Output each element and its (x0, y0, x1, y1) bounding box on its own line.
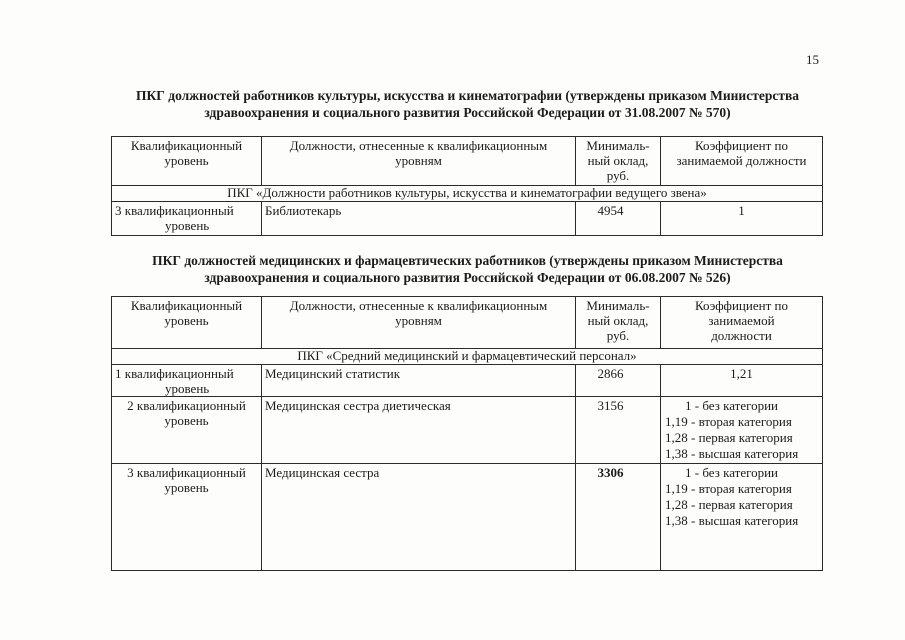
header-coefficient: Коэффициент по занимаемой должности (661, 137, 823, 186)
culture-table (111, 136, 823, 236)
section1-title (100, 87, 835, 121)
table-header-row (112, 297, 823, 349)
header-position: Должности, отнесенные к квалификационным уровням (262, 137, 576, 186)
row-position: Медицинская сестра (262, 464, 576, 571)
row-level: 2 квалификационный уровень (112, 397, 262, 464)
group-title: ПКГ «Должности работников культуры, искусства и кинематографии ведущего звена» (112, 186, 823, 202)
header-position: Должности, отнесенные к квалификационным уровням (262, 297, 576, 349)
row-salary: 2866 (576, 365, 661, 397)
row-salary: 4954 (576, 202, 661, 236)
row-position: Медицинский статистик (262, 365, 576, 397)
header-level: Квалификационный уровень (112, 297, 262, 349)
page-number: 15 (806, 52, 819, 67)
section2-title (100, 252, 835, 286)
table-row (112, 397, 823, 464)
header-coefficient: Коэффициент по занимаемой должности (661, 297, 823, 349)
group-row (112, 186, 823, 202)
row-salary: 3156 (576, 397, 661, 464)
table-header-row (112, 137, 823, 186)
row-position: Библиотекарь (262, 202, 576, 236)
row-level: 1 квалификационный уровень (112, 365, 262, 397)
row-coefficient-list: 1 - без категории 1,19 - вторая категория 1,28 - первая категория 1,38 - высшая категория (661, 397, 823, 464)
section1-title-line2: здравоохранения и социального развития Российской Федерации от 31.08.2007 № 570) (204, 105, 731, 120)
row-position: Медицинская сестра диетическая (262, 397, 576, 464)
table-row (112, 365, 823, 397)
section2-title-line1: ПКГ должностей медицинских и фармацевтических работников (утверждены приказом Министерства (152, 253, 783, 268)
section2-title-line2: здравоохранения и социального развития Российской Федерации от 06.08.2007 № 526) (204, 270, 731, 285)
row-coefficient: 1 (661, 202, 823, 236)
header-salary: Минималь- ный оклад, руб. (576, 297, 661, 349)
section1-title-line1: ПКГ должностей работников культуры, искусства и кинематографии (утверждены приказом Министерства (136, 88, 799, 103)
row-salary: 3306 (576, 464, 661, 571)
group-row (112, 349, 823, 365)
row-coefficient: 1,21 (661, 365, 823, 397)
group-title: ПКГ «Средний медицинский и фармацевтический персонал» (112, 349, 823, 365)
row-level: 3 квалификационный уровень (112, 202, 262, 236)
medical-table (111, 296, 823, 571)
header-level: Квалификационный уровень (112, 137, 262, 186)
table-row (112, 464, 823, 571)
header-salary: Минималь- ный оклад, руб. (576, 137, 661, 186)
table-row (112, 202, 823, 236)
row-coefficient-list: 1 - без категории 1,19 - вторая категория 1,28 - первая категория 1,38 - высшая категория (661, 464, 823, 571)
row-level: 3 квалификационный уровень (112, 464, 262, 571)
